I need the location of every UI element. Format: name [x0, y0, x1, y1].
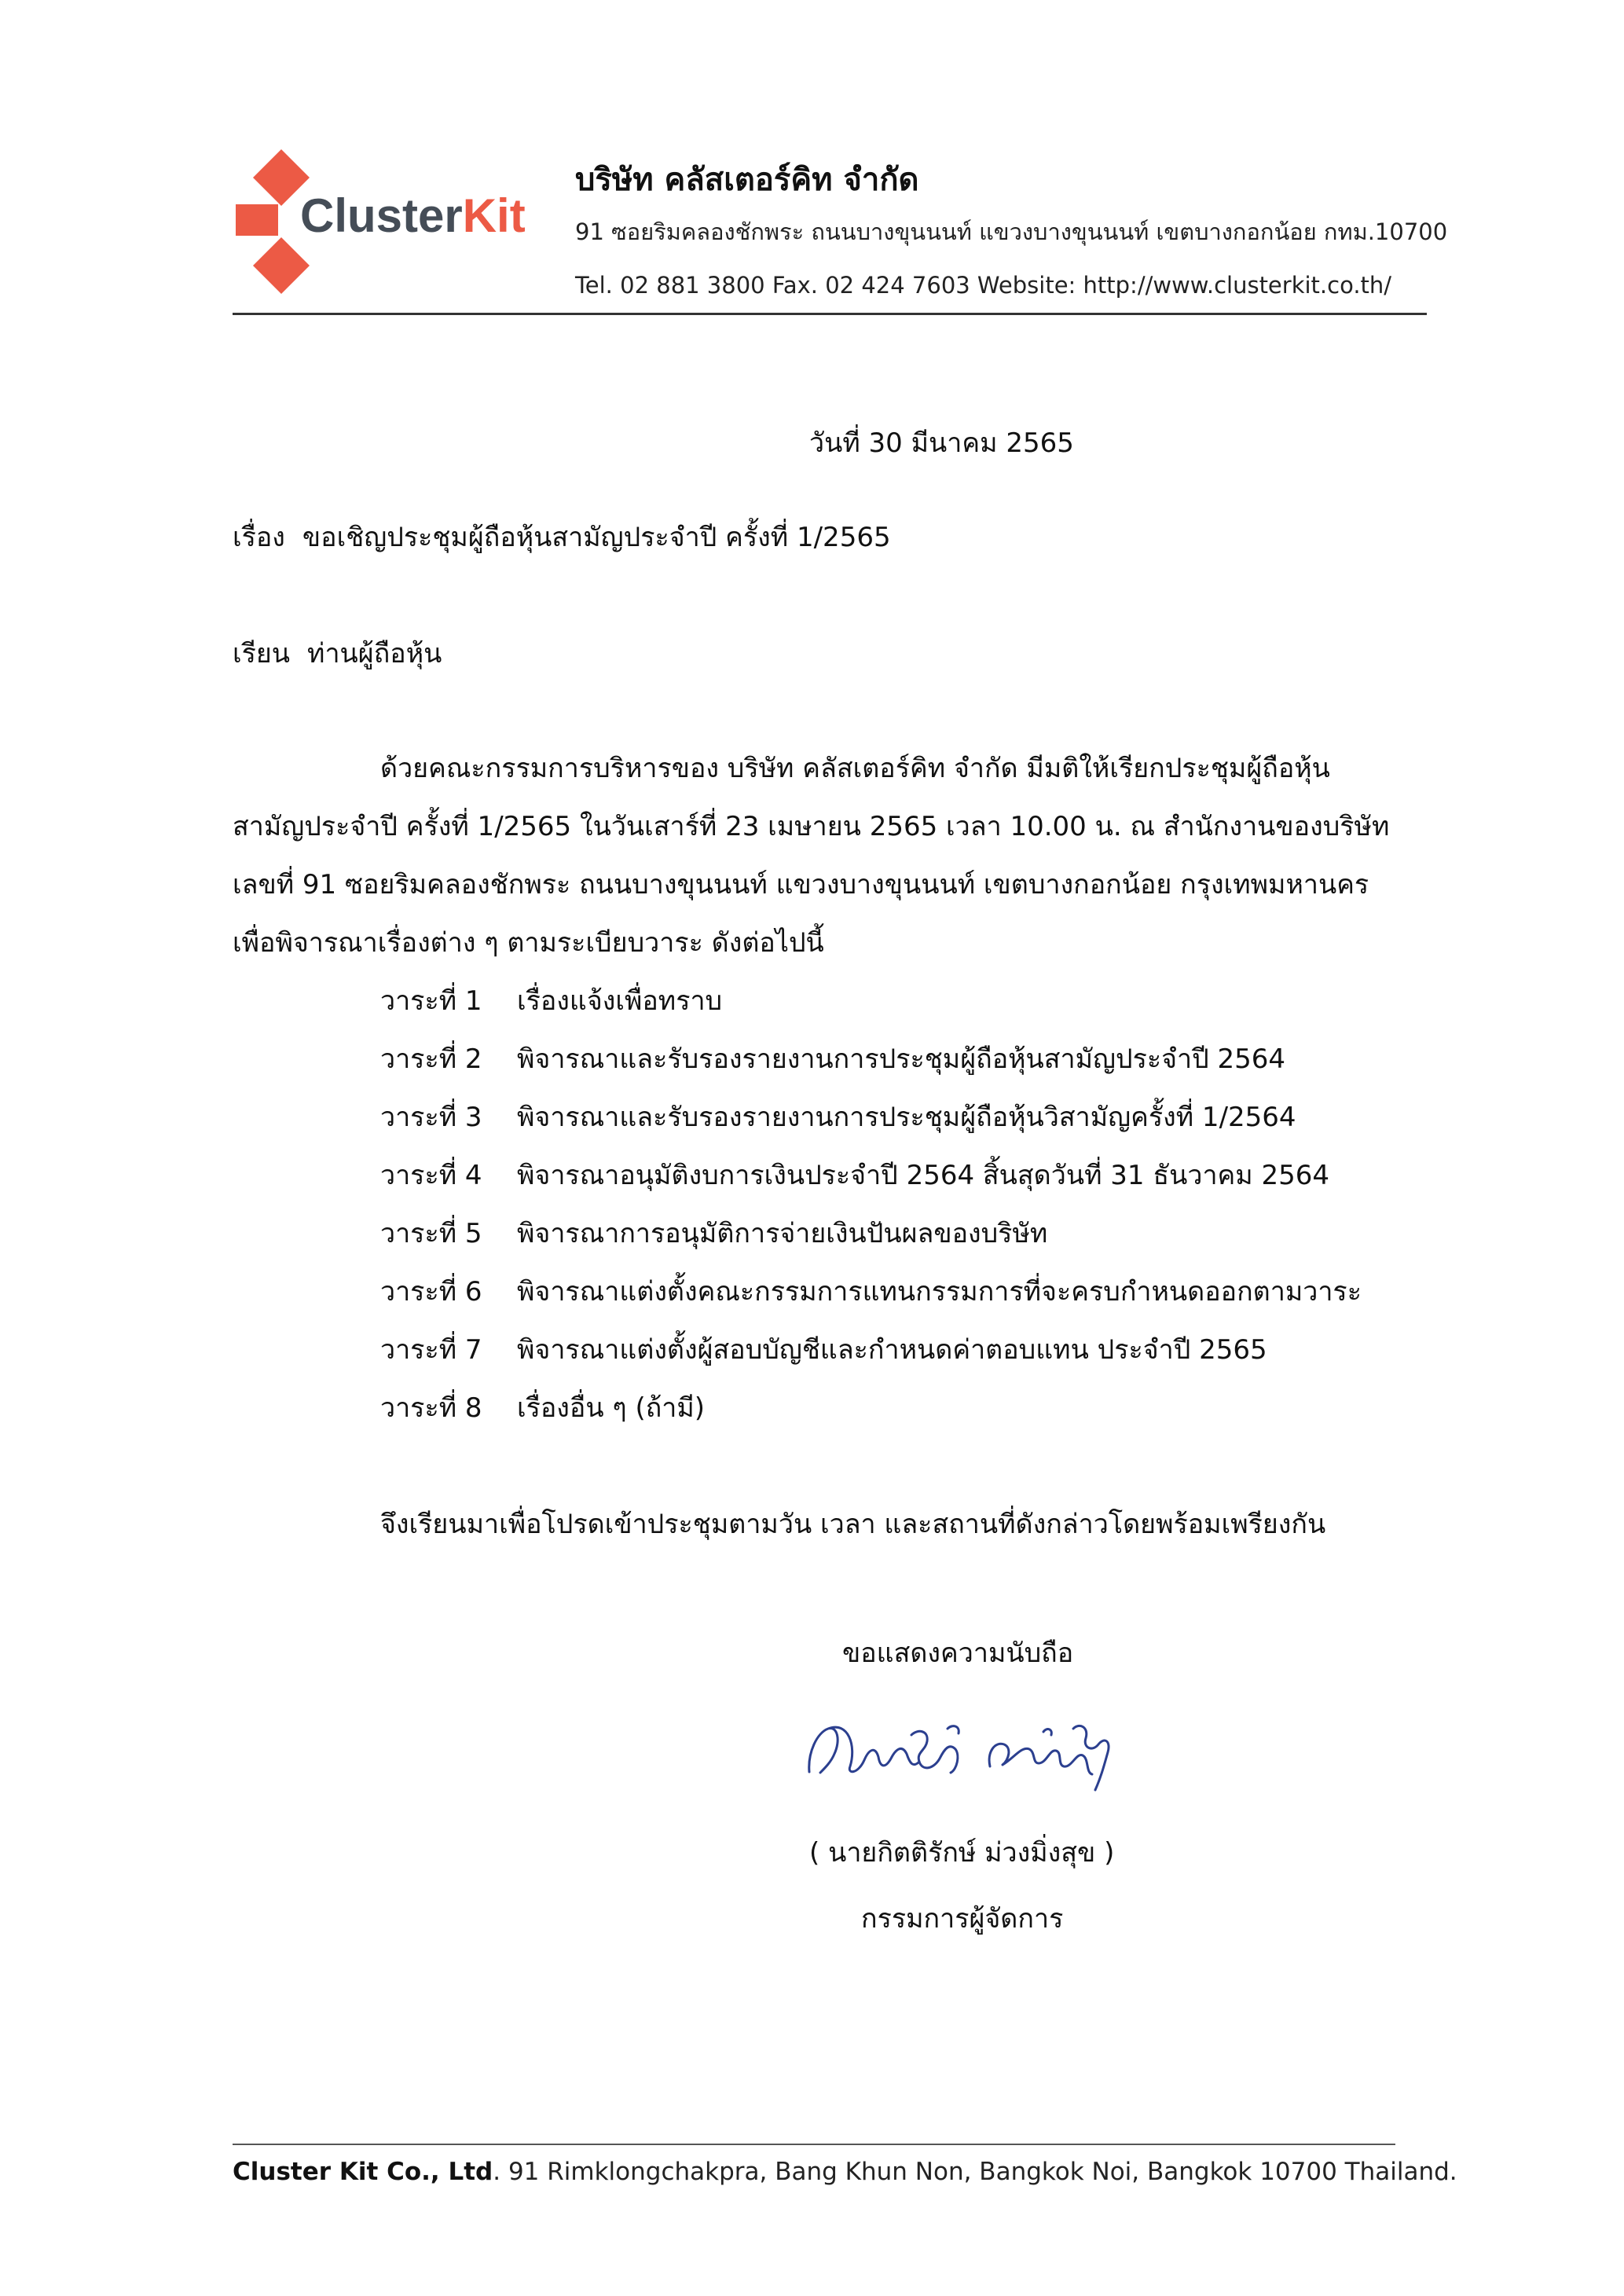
footer-company: Cluster Kit Co., Ltd	[233, 2158, 493, 2186]
logo-word-cluster: Cluster	[300, 189, 463, 242]
agenda-item	[380, 979, 1362, 1037]
agenda-number: วาระที่ 5	[380, 1218, 482, 1249]
letter-subject	[233, 515, 891, 558]
handwritten-signature	[794, 1697, 1139, 1799]
agenda-text: เรื่องแจ้งเพื่อทราบ	[517, 985, 723, 1017]
agenda-item	[380, 1154, 1362, 1212]
agenda-item	[380, 1095, 1362, 1154]
salutation-label: เรียน	[233, 638, 291, 669]
agenda-text: พิจารณาแต่งตั้งผู้สอบบัญชีและกำหนดค่าตอบแทน ประจำปี 2565	[517, 1334, 1267, 1366]
paragraph-line: เลขที่ 91 ซอยริมคลองชักพระ ถนนบางขุนนนท์ แขวงบางขุนนนท์ เขตบางกอกน้อย กรุงเทพมหานคร	[233, 869, 1369, 900]
logo-word-kit: Kit	[462, 189, 526, 242]
company-name: บริษัท คลัสเตอร์คิท จำกัด	[575, 162, 919, 198]
agenda-text: พิจารณาการอนุมัติการจ่ายเงินปันผลของบริษัท	[517, 1218, 1048, 1249]
company-contact: Tel. 02 881 3800 Fax. 02 424 7603 Website: http://www.clusterkit.co.th/	[575, 272, 1392, 299]
agenda-text: เรื่องอื่น ๆ (ถ้ามี)	[517, 1392, 706, 1424]
footer-text	[233, 2158, 1457, 2186]
salutation-text: ท่านผู้ถือหุ้น	[307, 638, 442, 669]
agenda-text: พิจารณาแต่งตั้งคณะกรรมการแทนกรรมการที่จะครบกำหนดออกตามวาระ	[517, 1276, 1362, 1308]
agenda-item	[380, 1037, 1362, 1095]
agenda-text: พิจารณาอนุมัติงบการเงินประจำปี 2564 สิ้นสุดวันที่ 31 ธันวาคม 2564	[517, 1160, 1330, 1191]
footer-address: . 91 Rimklongchakpra, Bang Khun Non, Bangkok Noi, Bangkok 10700 Thailand.	[493, 2158, 1457, 2186]
agenda-item	[380, 1328, 1362, 1386]
regards-line: ขอแสดงความนับถือ	[842, 1638, 1074, 1669]
agenda-number: วาระที่ 7	[380, 1334, 482, 1366]
agenda-text: พิจารณาและรับรองรายงานการประชุมผู้ถือหุ้นวิสามัญครั้งที่ 1/2564	[517, 1102, 1296, 1133]
agenda-number: วาระที่ 2	[380, 1043, 482, 1075]
paragraph-line: เพื่อพิจารณาเรื่องต่าง ๆ ตามระเบียบวาระ ดังต่อไปนี้	[233, 927, 824, 959]
company-logo	[300, 189, 526, 243]
signer-title: กรรมการผู้จัดการ	[861, 1903, 1064, 1935]
company-address: 91 ซอยริมคลองชักพระ ถนนบางขุนนนท์ แขวงบางขุนนนท์ เขตบางกอกน้อย กทม.10700	[575, 218, 1448, 245]
agenda-number: วาระที่ 4	[380, 1160, 482, 1191]
agenda-number: วาระที่ 1	[380, 985, 482, 1017]
agenda-number: วาระที่ 6	[380, 1276, 482, 1308]
footer-divider	[233, 2144, 1395, 2145]
header-divider	[233, 313, 1427, 315]
letter-date: วันที่ 30 มีนาคม 2565	[809, 427, 1074, 459]
subject-text: ขอเชิญประชุมผู้ถือหุ้นสามัญประจำปี ครั้งที่ 1/2565	[302, 522, 891, 553]
subject-label: เรื่อง	[233, 522, 285, 553]
paragraph-line: ด้วยคณะกรรมการบริหารของ บริษัท คลัสเตอร์คิท จำกัด มีมติให้เรียกประชุมผู้ถือหุ้น	[380, 753, 1330, 784]
agenda-item	[380, 1212, 1362, 1270]
agenda-list	[380, 979, 1362, 1444]
paragraph-line: สามัญประจำปี ครั้งที่ 1/2565 ในวันเสาร์ที่ 23 เมษายน 2565 เวลา 10.00 น. ณ สำนักงานของบริษัท	[233, 811, 1390, 842]
letter-salutation	[233, 632, 442, 674]
agenda-number: วาระที่ 8	[380, 1392, 482, 1424]
agenda-item	[380, 1270, 1362, 1328]
agenda-text: พิจารณาและรับรองรายงานการประชุมผู้ถือหุ้นสามัญประจำปี 2564	[517, 1043, 1286, 1075]
agenda-number: วาระที่ 3	[380, 1102, 482, 1133]
closing-line: จึงเรียนมาเพื่อโปรดเข้าประชุมตามวัน เวลา และสถานที่ดังกล่าวโดยพร้อมเพรียงกัน	[380, 1509, 1326, 1540]
signer-name: ( นายกิตติรักษ์ ม่วงมิ่งสุข )	[809, 1837, 1115, 1869]
agenda-item	[380, 1386, 1362, 1444]
